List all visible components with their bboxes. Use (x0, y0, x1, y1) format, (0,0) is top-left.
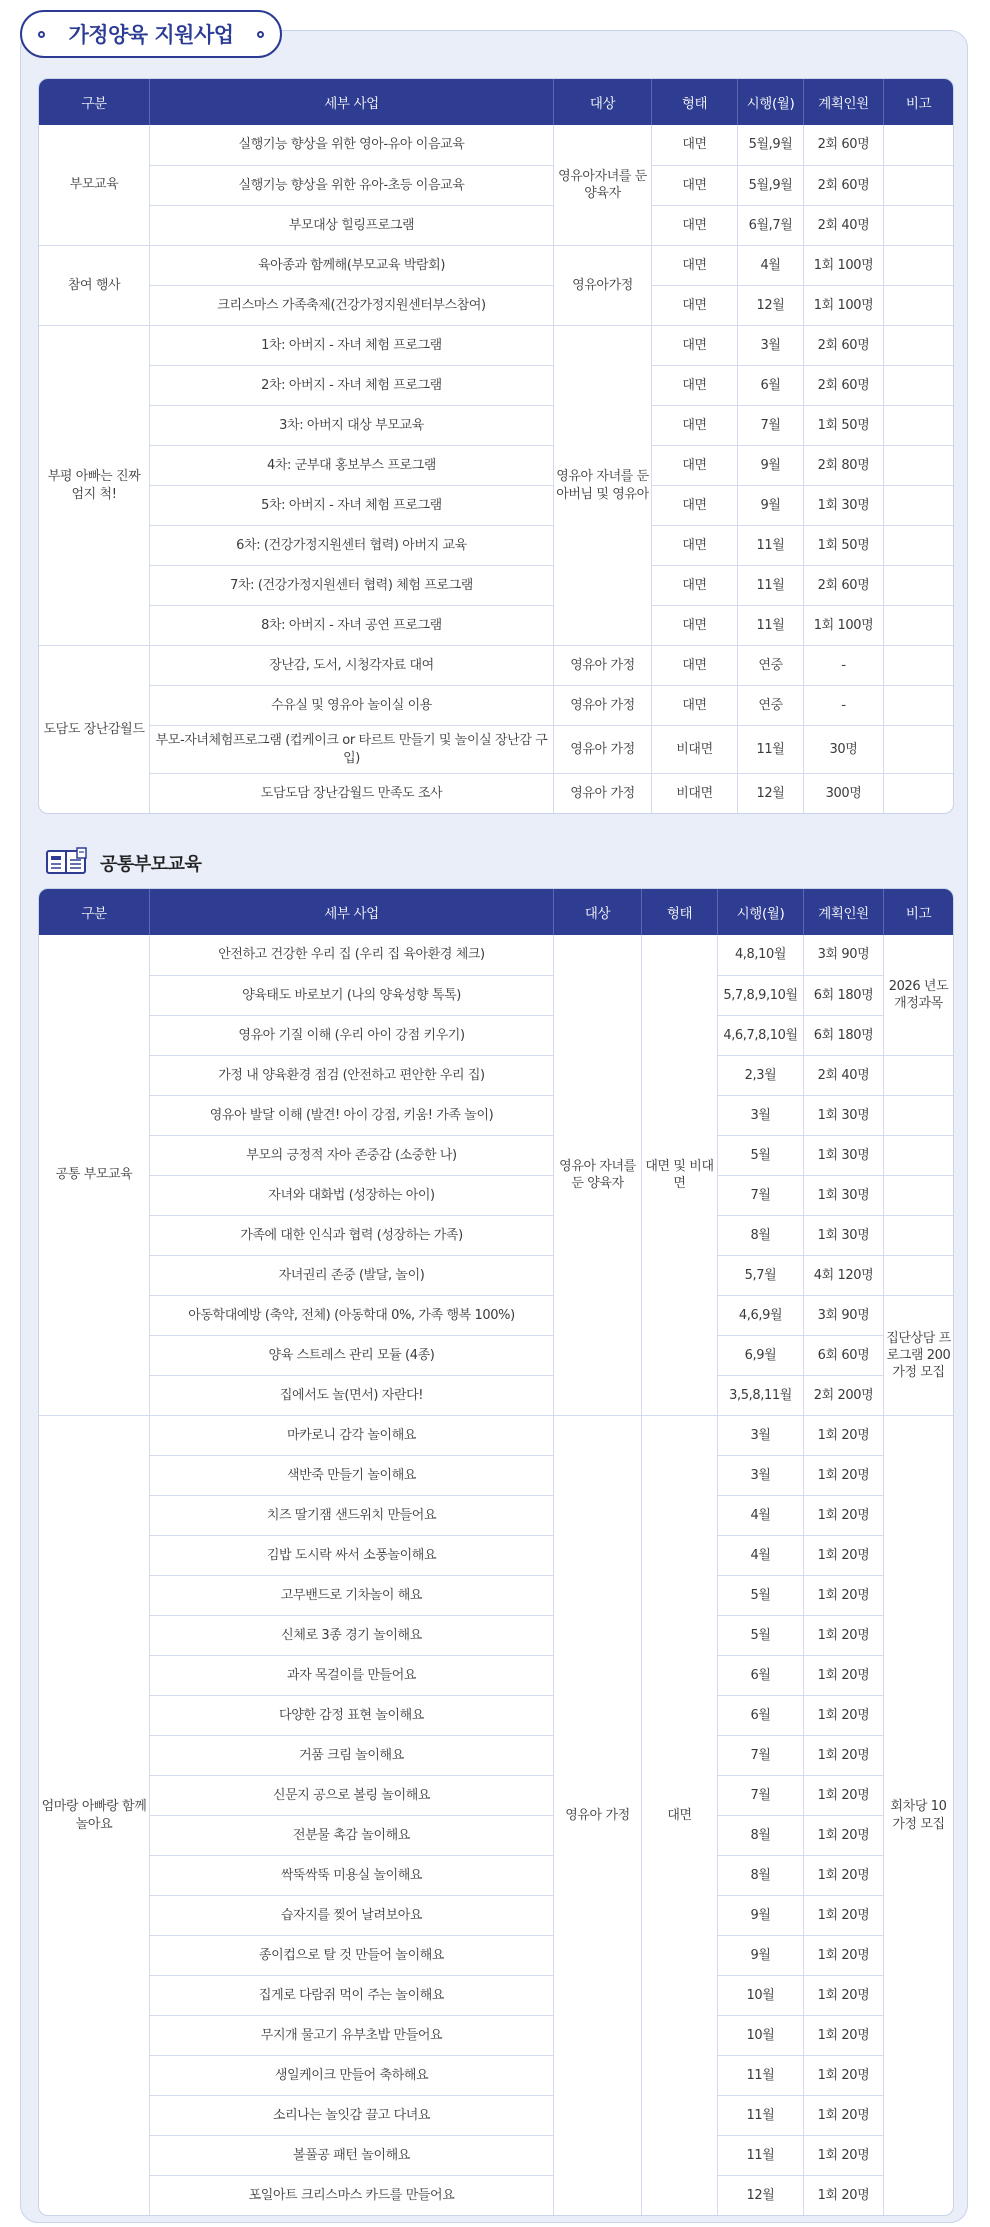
plan-cell: 300명 (803, 773, 883, 813)
plan-cell: 1회 20명 (803, 1735, 883, 1775)
table-row (39, 1615, 953, 1655)
note-cell (883, 1255, 953, 1295)
form-cell: 비대면 (651, 725, 737, 773)
header-month: 시행(월) (737, 79, 803, 125)
plan-cell: 1회 30명 (803, 1135, 883, 1175)
header-month: 시행(월) (717, 889, 803, 935)
header-note: 비고 (883, 79, 953, 125)
month-cell: 9월 (737, 445, 803, 485)
header-form: 형태 (641, 889, 717, 935)
month-cell: 5월,9월 (737, 165, 803, 205)
form-cell: 대면 (651, 125, 737, 165)
table-header-row (39, 79, 953, 125)
target-cell: 영유아 가정 (553, 773, 651, 813)
note-cell (883, 773, 953, 813)
table-row (39, 1975, 953, 2015)
note-cell (883, 1095, 953, 1135)
program-cell: 종이컵으로 탈 것 만들어 놀이해요 (149, 1935, 553, 1975)
table-row (39, 1015, 953, 1055)
note-cell (883, 485, 953, 525)
book-icon (46, 847, 88, 880)
month-cell: 11월 (737, 725, 803, 773)
program-cell: 실행기능 향상을 위한 유아-초등 이음교육 (149, 165, 553, 205)
month-cell: 11월 (737, 525, 803, 565)
table-row (39, 325, 953, 365)
program-cell: 과자 목걸이를 만들어요 (149, 1655, 553, 1695)
plan-cell: 6회 60명 (803, 1335, 883, 1375)
header-program: 세부 사업 (149, 889, 553, 935)
table-row (39, 645, 953, 685)
table-row (39, 1415, 953, 1455)
note-cell (883, 685, 953, 725)
program-cell: 4차: 군부대 홍보부스 프로그램 (149, 445, 553, 485)
form-cell: 대면 (651, 645, 737, 685)
plan-cell: 1회 20명 (803, 2135, 883, 2175)
program-cell: 7차: (건강가정지원센터 협력) 체험 프로그램 (149, 565, 553, 605)
note-cell (883, 245, 953, 285)
month-cell: 8월 (717, 1815, 803, 1855)
target-cell: 영유아 자녀를 둔 아버님 및 영유아 (553, 325, 651, 645)
form-cell: 대면 (651, 205, 737, 245)
plan-cell: 1회 20명 (803, 1975, 883, 2015)
plan-cell: 1회 20명 (803, 2015, 883, 2055)
form-cell: 대면 (651, 165, 737, 205)
header-target: 대상 (553, 889, 641, 935)
plan-cell: 3회 90명 (803, 935, 883, 975)
form-cell: 대면 (651, 485, 737, 525)
month-cell: 10월 (717, 2015, 803, 2055)
note-cell (883, 325, 953, 365)
plan-cell: - (803, 645, 883, 685)
plan-cell: 4회 120명 (803, 1255, 883, 1295)
month-cell: 6월 (717, 1695, 803, 1735)
category-cell: 도담도 장난감월드 (39, 645, 149, 813)
plan-cell: 2회 60명 (803, 365, 883, 405)
month-cell: 9월 (737, 485, 803, 525)
note-cell (883, 645, 953, 685)
program-cell: 6차: (건강가정지원센터 협력) 아버지 교육 (149, 525, 553, 565)
plan-cell: 1회 20명 (803, 1575, 883, 1615)
plan-cell: 1회 50명 (803, 525, 883, 565)
plan-cell: 2회 60명 (803, 325, 883, 365)
target-cell: 영유아 가정 (553, 685, 651, 725)
table-row (39, 485, 953, 525)
note-cell (883, 445, 953, 485)
form-cell: 대면 (651, 245, 737, 285)
plan-cell: 2회 60명 (803, 165, 883, 205)
table-row (39, 1295, 953, 1335)
table-row (39, 1175, 953, 1215)
note-cell (883, 605, 953, 645)
table-row (39, 2135, 953, 2175)
plan-cell: 6회 180명 (803, 975, 883, 1015)
program-cell: 부모의 긍정적 자아 존중감 (소중한 나) (149, 1135, 553, 1175)
plan-cell: - (803, 685, 883, 725)
month-cell: 3월 (737, 325, 803, 365)
table-row (39, 1215, 953, 1255)
month-cell: 3,5,8,11월 (717, 1375, 803, 1415)
program-cell: 장난감, 도서, 시청각자료 대여 (149, 645, 553, 685)
target-cell: 영유아 가정 (553, 725, 651, 773)
program-cell: 크리스마스 가족축제(건강가정지원센터부스참여) (149, 285, 553, 325)
month-cell: 8월 (717, 1855, 803, 1895)
month-cell: 3월 (717, 1455, 803, 1495)
program-cell: 무지개 물고기 유부초밥 만들어요 (149, 2015, 553, 2055)
plan-cell: 1회 20명 (803, 1935, 883, 1975)
table-row (39, 1815, 953, 1855)
month-cell: 6월 (717, 1655, 803, 1695)
table-row (39, 773, 953, 813)
program-cell: 포일아트 크리스마스 카드를 만들어요 (149, 2175, 553, 2215)
header-category: 구분 (39, 79, 149, 125)
form-cell: 대면 (651, 445, 737, 485)
header-program: 세부 사업 (149, 79, 553, 125)
program-cell: 습자지를 찢어 날려보아요 (149, 1895, 553, 1935)
form-cell: 대면 (651, 365, 737, 405)
month-cell: 12월 (737, 773, 803, 813)
plan-cell: 1회 30명 (803, 1175, 883, 1215)
program-cell: 부모-자녀체험프로그램 (컵케이크 or 타르트 만들기 및 놀이실 장난감 구입) (149, 725, 553, 773)
plan-cell: 2회 60명 (803, 125, 883, 165)
month-cell: 9월 (717, 1935, 803, 1975)
plan-cell: 2회 40명 (803, 1055, 883, 1095)
plan-cell: 1회 20명 (803, 1695, 883, 1735)
program-cell: 집게로 다람쥐 먹이 주는 놀이해요 (149, 1975, 553, 2015)
table-row (39, 525, 953, 565)
program-cell: 가족에 대한 인식과 협력 (성장하는 가족) (149, 1215, 553, 1255)
table-header-row (39, 889, 953, 935)
month-cell: 6월,7월 (737, 205, 803, 245)
month-cell: 연중 (737, 645, 803, 685)
program-cell: 자녀권리 존중 (발달, 놀이) (149, 1255, 553, 1295)
program-cell: 1차: 아버지 - 자녀 체험 프로그램 (149, 325, 553, 365)
plan-cell: 1회 20명 (803, 2055, 883, 2095)
month-cell: 11월 (737, 605, 803, 645)
category-cell: 부평 아빠는 진짜 엄지 척! (39, 325, 149, 645)
month-cell: 7월 (737, 405, 803, 445)
header-form: 형태 (651, 79, 737, 125)
plan-cell: 1회 20명 (803, 1415, 883, 1455)
table-row (39, 1575, 953, 1615)
month-cell: 9월 (717, 1895, 803, 1935)
plan-cell: 2회 40명 (803, 205, 883, 245)
table-row (39, 445, 953, 485)
section2-title: 공통부모교육 (100, 854, 202, 875)
plan-cell: 1회 20명 (803, 2095, 883, 2135)
plan-cell: 30명 (803, 725, 883, 773)
program-cell: 김밥 도시락 싸서 소풍놀이해요 (149, 1535, 553, 1575)
plan-cell: 1회 20명 (803, 1535, 883, 1575)
program-cell: 생일케이크 만들어 축하해요 (149, 2055, 553, 2095)
plan-cell: 1회 30명 (803, 1095, 883, 1135)
month-cell: 4월 (717, 1495, 803, 1535)
program-cell: 가정 내 양육환경 점검 (안전하고 편안한 우리 집) (149, 1055, 553, 1095)
table-row (39, 365, 953, 405)
table-row (39, 1255, 953, 1295)
month-cell: 2,3월 (717, 1055, 803, 1095)
table-row (39, 1375, 953, 1415)
plan-cell: 2회 200명 (803, 1375, 883, 1415)
plan-cell: 3회 90명 (803, 1295, 883, 1335)
category-cell: 부모교육 (69, 177, 119, 193)
program-cell: 자녀와 대화법 (성장하는 아이) (149, 1175, 553, 1215)
header-target: 대상 (553, 79, 651, 125)
note-cell (883, 285, 953, 325)
plan-cell: 2회 80명 (803, 445, 883, 485)
table-row (39, 1735, 953, 1775)
month-cell: 11월 (717, 2135, 803, 2175)
form-cell: 대면 (651, 565, 737, 605)
program-cell: 양육태도 바로보기 (나의 양육성향 톡톡) (149, 975, 553, 1015)
section-title-pill (20, 10, 282, 58)
program-cell: 집에서도 놀(면서) 자란다! (149, 1375, 553, 1415)
month-cell: 5월 (717, 1575, 803, 1615)
form-cell: 대면 (651, 525, 737, 565)
plan-cell: 1회 20명 (803, 1455, 883, 1495)
table-row (39, 165, 953, 205)
header-plan: 계획인원 (803, 79, 883, 125)
form-cell: 대면 (651, 285, 737, 325)
table-row (39, 565, 953, 605)
table-row (39, 2095, 953, 2135)
month-cell: 11월 (717, 2055, 803, 2095)
plan-cell: 1회 20명 (803, 2175, 883, 2215)
program-cell: 거품 크림 놀이해요 (149, 1735, 553, 1775)
table-row (39, 1535, 953, 1575)
program-cell: 8차: 아버지 - 자녀 공연 프로그램 (149, 605, 553, 645)
note-cell (883, 725, 953, 773)
form-cell: 대면 및 비대면 (641, 935, 717, 1415)
program-cell: 볼풀공 패턴 놀이해요 (149, 2135, 553, 2175)
target-cell: 영유아 가정 (553, 1415, 641, 2215)
table-row (39, 1775, 953, 1815)
section-title: 가정양육 지원사업 (68, 23, 234, 47)
table-row (39, 405, 953, 445)
form-cell: 대면 (651, 325, 737, 365)
note-cell (883, 205, 953, 245)
section2-heading (46, 848, 201, 878)
table-row (39, 1095, 953, 1135)
form-cell: 비대면 (651, 773, 737, 813)
note-cell (883, 365, 953, 405)
table-row (39, 205, 953, 245)
table-row (39, 1135, 953, 1175)
program-cell: 양육 스트레스 관리 모듈 (4종) (149, 1335, 553, 1375)
month-cell: 5월 (717, 1135, 803, 1175)
program-cell: 실행기능 향상을 위한 영아-유아 이음교육 (149, 125, 553, 165)
plan-cell: 1회 50명 (803, 405, 883, 445)
note-cell: 2026 년도 개정과목 (883, 935, 953, 1055)
month-cell: 4,6,7,8,10월 (717, 1015, 803, 1055)
header-note: 비고 (883, 889, 953, 935)
plan-cell: 1회 20명 (803, 1615, 883, 1655)
month-cell: 연중 (737, 685, 803, 725)
table-row (39, 725, 953, 773)
form-cell: 대면 (651, 405, 737, 445)
target-cell: 영유아자녀를 둔 양육자 (553, 125, 651, 245)
table-row (39, 2055, 953, 2095)
plan-cell: 1회 20명 (803, 1655, 883, 1695)
month-cell: 3월 (717, 1095, 803, 1135)
month-cell: 7월 (717, 1775, 803, 1815)
program-cell: 부모대상 힐링프로그램 (149, 205, 553, 245)
month-cell: 6월 (737, 365, 803, 405)
program-cell: 치즈 딸기잼 샌드위치 만들어요 (149, 1495, 553, 1535)
month-cell: 4,6,9월 (717, 1295, 803, 1335)
program-cell: 고무밴드로 기차놀이 해요 (149, 1575, 553, 1615)
form-cell: 대면 (641, 1415, 717, 2215)
plan-cell: 1회 20명 (803, 1895, 883, 1935)
month-cell: 7월 (717, 1735, 803, 1775)
plan-cell: 1회 20명 (803, 1495, 883, 1535)
note-cell: 회차당 10가정 모집 (883, 1415, 953, 2215)
category-cell: 참여 행사 (39, 245, 149, 325)
form-cell: 대면 (651, 685, 737, 725)
program-cell: 마카로니 감각 놀이해요 (149, 1415, 553, 1455)
table-row (39, 285, 953, 325)
program-cell: 색반죽 만들기 놀이해요 (149, 1455, 553, 1495)
month-cell: 5,7월 (717, 1255, 803, 1295)
table-row (39, 1895, 953, 1935)
target-cell: 영유아가정 (553, 245, 651, 325)
month-cell: 11월 (737, 565, 803, 605)
header-plan: 계획인원 (803, 889, 883, 935)
month-cell: 12월 (717, 2175, 803, 2215)
program-cell: 영유아 기질 이해 (우리 아이 강점 키우기) (149, 1015, 553, 1055)
program-cell: 소리나는 놀잇감 끌고 다녀요 (149, 2095, 553, 2135)
form-cell: 대면 (651, 605, 737, 645)
month-cell: 6,9월 (717, 1335, 803, 1375)
table-row (39, 2015, 953, 2055)
plan-cell: 1회 100명 (803, 605, 883, 645)
month-cell: 12월 (737, 285, 803, 325)
family-support-table (38, 78, 954, 814)
table-row (39, 1055, 953, 1095)
month-cell: 11월 (717, 2095, 803, 2135)
month-cell: 7월 (717, 1175, 803, 1215)
target-cell: 영유아 자녀를 둔 양육자 (553, 935, 641, 1415)
table-row (39, 2175, 953, 2215)
program-cell: 신체로 3종 경기 놀이해요 (149, 1615, 553, 1655)
pill-dot-left (38, 31, 45, 38)
table-row (39, 1495, 953, 1535)
note-cell (883, 525, 953, 565)
table-row (39, 935, 953, 975)
note-cell (883, 1175, 953, 1215)
plan-cell: 1회 30명 (803, 1215, 883, 1255)
month-cell: 10월 (717, 1975, 803, 2015)
program-cell: 3차: 아버지 대상 부모교육 (149, 405, 553, 445)
table-row (39, 1935, 953, 1975)
note-cell (883, 1215, 953, 1255)
program-cell: 5차: 아버지 - 자녀 체험 프로그램 (149, 485, 553, 525)
note-cell (883, 405, 953, 445)
table-row (39, 125, 953, 165)
plan-cell: 2회 60명 (803, 565, 883, 605)
note-cell (883, 1055, 953, 1095)
common-parent-education-table (38, 888, 954, 2216)
program-cell: 도담도담 장난감월드 만족도 조사 (149, 773, 553, 813)
plan-cell: 1회 30명 (803, 485, 883, 525)
target-cell: 영유아 가정 (553, 645, 651, 685)
category-cell: 엄마랑 아빠랑 함께 놀아요 (39, 1415, 149, 2215)
program-cell: 아동학대예방 (축약, 전체) (아동학대 0%, 가족 행복 100%) (149, 1295, 553, 1335)
program-cell: 전분물 촉감 놀이해요 (149, 1815, 553, 1855)
program-cell: 수유실 및 영유아 놀이실 이용 (149, 685, 553, 725)
month-cell: 4월 (737, 245, 803, 285)
table-row (39, 975, 953, 1015)
header-category: 구분 (39, 889, 149, 935)
plan-cell: 1회 20명 (803, 1815, 883, 1855)
program-cell: 영유아 발달 이해 (발견! 아이 강점, 키움! 가족 놀이) (149, 1095, 553, 1135)
table-row (39, 1855, 953, 1895)
table-row (39, 1335, 953, 1375)
plan-cell: 1회 20명 (803, 1855, 883, 1895)
table-row (39, 245, 953, 285)
plan-cell: 1회 20명 (803, 1775, 883, 1815)
note-cell: 집단상담 프로그램 200가정 모집 (883, 1295, 953, 1415)
pill-dot-right (257, 31, 264, 38)
program-cell: 안전하고 건강한 우리 집 (우리 집 육아환경 체크) (149, 935, 553, 975)
program-cell: 육아종과 함께해(부모교육 박람회) (149, 245, 553, 285)
month-cell: 8월 (717, 1215, 803, 1255)
month-cell: 5월 (717, 1615, 803, 1655)
note-cell (883, 565, 953, 605)
table-row (39, 1455, 953, 1495)
table-row (39, 1655, 953, 1695)
program-cell: 신문지 공으로 볼링 놀이해요 (149, 1775, 553, 1815)
program-cell: 싹뚝싹뚝 미용실 놀이해요 (149, 1855, 553, 1895)
plan-cell: 1회 100명 (803, 285, 883, 325)
month-cell: 5,7,8,9,10월 (717, 975, 803, 1015)
plan-cell: 6회 180명 (803, 1015, 883, 1055)
table-row (39, 605, 953, 645)
table-row (39, 685, 953, 725)
plan-cell: 1회 100명 (803, 245, 883, 285)
month-cell: 4월 (717, 1535, 803, 1575)
note-cell (883, 165, 953, 205)
month-cell: 4,8,10월 (717, 935, 803, 975)
program-cell: 2차: 아버지 - 자녀 체험 프로그램 (149, 365, 553, 405)
table-row (39, 1695, 953, 1735)
program-cell: 다양한 감정 표현 놀이해요 (149, 1695, 553, 1735)
month-cell: 5월,9월 (737, 125, 803, 165)
note-cell (883, 1135, 953, 1175)
month-cell: 3월 (717, 1415, 803, 1455)
category-cell: 공통 부모교육 (55, 1167, 133, 1183)
note-cell (883, 125, 953, 165)
